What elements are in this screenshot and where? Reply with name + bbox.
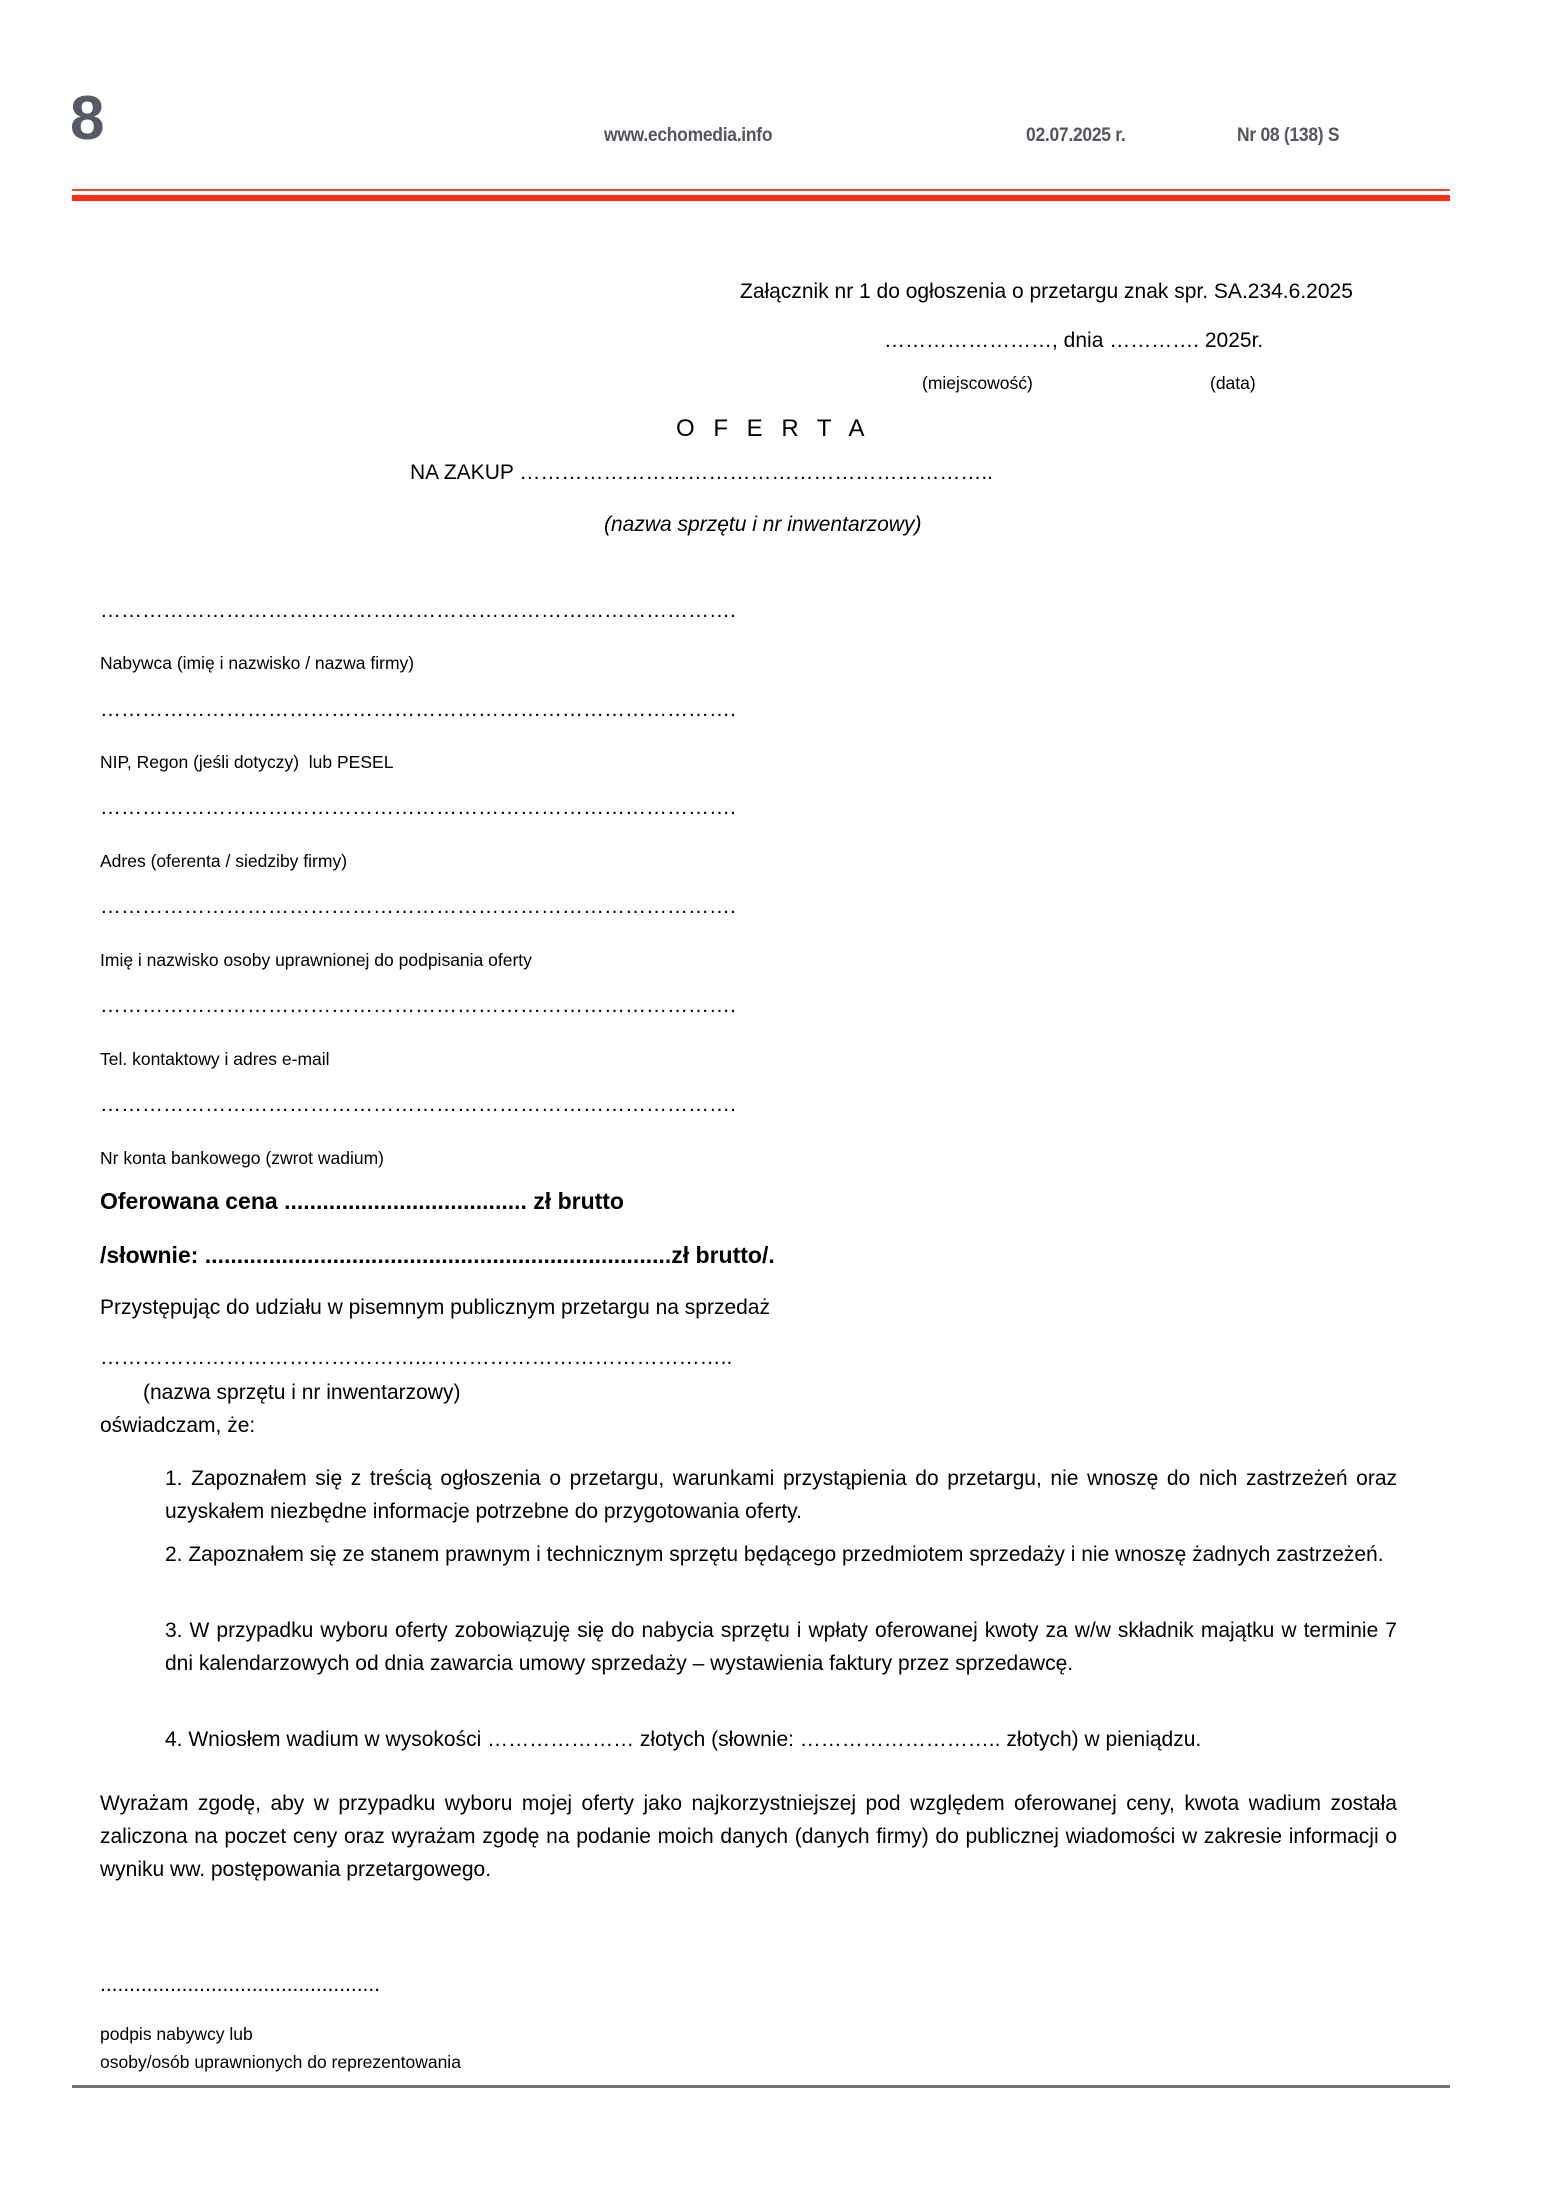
purchase-line: NA ZAKUP ………………………………………………………….. — [410, 461, 993, 484]
offered-price-words-line: /słownie: .........................................................................zł brutto/. — [100, 1242, 775, 1268]
field-label-osoba: Imię i nazwisko osoby uprawnionej do podpisania oferty — [100, 950, 532, 970]
field-label-tel: Tel. kontaktowy i adres e-mail — [100, 1049, 330, 1069]
place-date-line: ……………………, dnia …………. 2025r. — [884, 329, 1264, 352]
equipment-caption-top: (nazwa sprzętu i nr inwentarzowy) — [604, 513, 922, 536]
signature-label-line2: osoby/osób uprawnionych do reprezentowania — [100, 2052, 461, 2072]
page-header — [0, 0, 1558, 153]
field-dots-adres: ………………………………………………………………………………. — [100, 796, 736, 819]
signature-label-line1: podpis nabywcy lub — [100, 2024, 253, 2044]
footer-rule — [72, 2085, 1450, 2088]
field-label-adres: Adres (oferenta / siedziby firmy) — [100, 851, 348, 871]
signature-dots: ................................................ — [100, 1973, 381, 1996]
date-caption: (data) — [1210, 373, 1256, 393]
attachment-note: Załącznik nr 1 do ogłoszenia o przetargu znak spr. SA.234.6.2025 — [740, 280, 1353, 303]
field-label-konto: Nr konta bankowego (zwrot wadium) — [100, 1148, 385, 1168]
declaration-item-2: 2. Zapoznałem się ze stanem prawnym i technicznym sprzętu będącego przedmiotem sprzedaży i nie wnoszę żadnych zastrzeżeń. — [165, 1543, 1384, 1566]
offered-price-line: Oferowana cena ...................................... zł brutto — [100, 1188, 624, 1214]
header-rule-thin — [72, 189, 1450, 191]
header-issue-number: Nr 08 (138) S — [1237, 125, 1340, 146]
field-dots-tel: ………………………………………………………………………………. — [100, 994, 736, 1017]
declaration-intro: oświadczam, że: — [100, 1414, 256, 1437]
header-rule-thick — [72, 195, 1450, 201]
header-date: 02.07.2025 r. — [1026, 125, 1126, 146]
intro-line: Przystępując do udziału w pisemnym publicznym przetargu na sprzedaż — [100, 1296, 770, 1319]
consent-paragraph: Wyrażam zgodę, aby w przypadku wyboru mojej oferty jako najkorzystniejszej pod względem oferowanej ceny, kwota wadium została zaliczona na poczet ceny oraz wyrażam zgodę na podanie moich danych (danych firmy) do publicznej wiadomości w zakresie informacji o wyniku ww. postępowania przetargowego. — [100, 1792, 1397, 1881]
declaration-item-4: 4. Wniosłem wadium w wysokości ………………… złotych (słownie: ……………………….. złotych) w pieniądzu. — [165, 1728, 1202, 1751]
place-caption: (miejscowość) — [922, 373, 1033, 393]
field-dots-konto: ………………………………………………………………………………. — [100, 1093, 736, 1116]
field-dots-osoba: ………………………………………………………………………………. — [100, 895, 736, 918]
declaration-item-3: 3. W przypadku wyboru oferty zobowiązuję się do nabycia sprzętu i wpłaty oferowanej kwoty za w/w składnik majątku w terminie 7 dni kalendarzowych od dnia zawarcia umowy sprzedaży – wystawienia faktury przez sprzedawcę. — [165, 1619, 1397, 1675]
declaration-item-1: 1. Zapoznałem się z treścią ogłoszenia o przetargu, warunkami przystąpienia do przetargu, nie wnoszę do nich zastrzeżeń oraz uzyskałem niezbędne informacje potrzebne do przygotowania oferty. — [165, 1467, 1397, 1523]
field-dots-nip: ………………………………………………………………………………. — [100, 698, 736, 721]
field-dots-nabywca: ………………………………………………………………………………. — [100, 599, 736, 622]
page-number: 8 — [70, 84, 104, 153]
field-label-nabywca: Nabywca (imię i nazwisko / nazwa firmy) — [100, 653, 415, 673]
document-title: O F E R T A — [676, 415, 871, 442]
header-website: www.echomedia.info — [604, 125, 773, 146]
equipment-caption-bottom: (nazwa sprzętu i nr inwentarzowy) — [143, 1381, 461, 1404]
equipment-dots-line: ………………………………………..…………………………………….. — [100, 1346, 733, 1369]
field-label-nip: NIP, Regon (jeśli dotyczy) lub PESEL — [100, 752, 394, 772]
